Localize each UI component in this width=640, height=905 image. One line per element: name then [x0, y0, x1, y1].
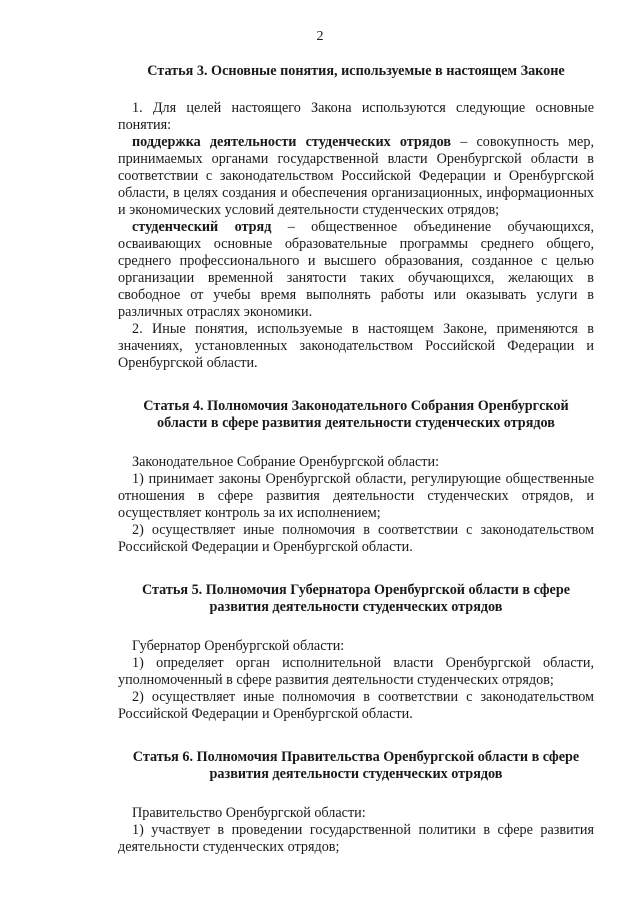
article-4-item-2: 2) осуществляет иные полномочия в соответствии с законодательством Российской Федерации и Оренбургской области. [118, 522, 594, 555]
article-3-paragraph-1: 1. Для целей настоящего Закона используются следующие основные понятия: [118, 100, 594, 133]
article-5-intro: Губернатор Оренбургской области: [132, 638, 345, 654]
page-number: 2 [316, 29, 324, 44]
term-student-team: студенческий отряд [132, 219, 272, 235]
definition-support: – совокупность мер, принимаемых органами государственной власти Оренбургской области в соответствии с законодательством Российской Федерации и Оренбургской области, в целях создания и обеспечения организационных, информационных и экономических условий деятельности студенческих отрядов; [118, 134, 594, 218]
term-support: поддержка деятельности студенческих отрядов [132, 134, 452, 150]
article-5-item-1: 1) определяет орган исполнительной власти Оренбургской области, уполномоченный в сфере развития деятельности студенческих отрядов; [118, 655, 594, 688]
article-4-item-1: 1) принимает законы Оренбургской области, регулирующие общественные отношения в сфере развития деятельности студенческих отрядов, и осуществляет контроль за их исполнением; [118, 471, 594, 521]
article-6-item-1: 1) участвует в проведении государственной политики в сфере развития деятельности студенческих отрядов; [118, 822, 594, 855]
article-3-definition-2 [118, 219, 594, 321]
article-5-item-2: 2) осуществляет иные полномочия в соответствии с законодательством Российской Федерации и Оренбургской области. [118, 689, 594, 722]
article-6-intro: Правительство Оренбургской области: [132, 805, 366, 821]
article-4-intro: Законодательное Собрание Оренбургской области: [132, 454, 440, 470]
article-6-title: Статья 6. Полномочия Правительства Оренбургской области в сфере развития деятельности студенческих отрядов [132, 749, 580, 782]
definition-student-team: – общественное объединение обучающихся, осваивающих основные образовательные программы среднего общего, среднего профессионального и высшего образования, созданное с целью организации временной занятости таких обучающихся, желающих в свободное от учебы время выполнять работы или оказывать услуги в различных отраслях экономики. [118, 219, 594, 320]
article-5-title: Статья 5. Полномочия Губернатора Оренбургской области в сфере развития деятельности студенческих отрядов [141, 582, 571, 615]
article-3-paragraph-2: 2. Иные понятия, используемые в настоящем Законе, применяются в значениях, установленных законодательством Российской Федерации и Оренбургской области. [118, 321, 594, 371]
article-3-definition-1 [118, 134, 594, 219]
article-3-title: Статья 3. Основные понятия, используемые в настоящем Законе [147, 63, 565, 79]
article-4-title: Статья 4. Полномочия Законодательного Собрания Оренбургской области в сфере развития деятельности студенческих отрядов [143, 398, 569, 431]
